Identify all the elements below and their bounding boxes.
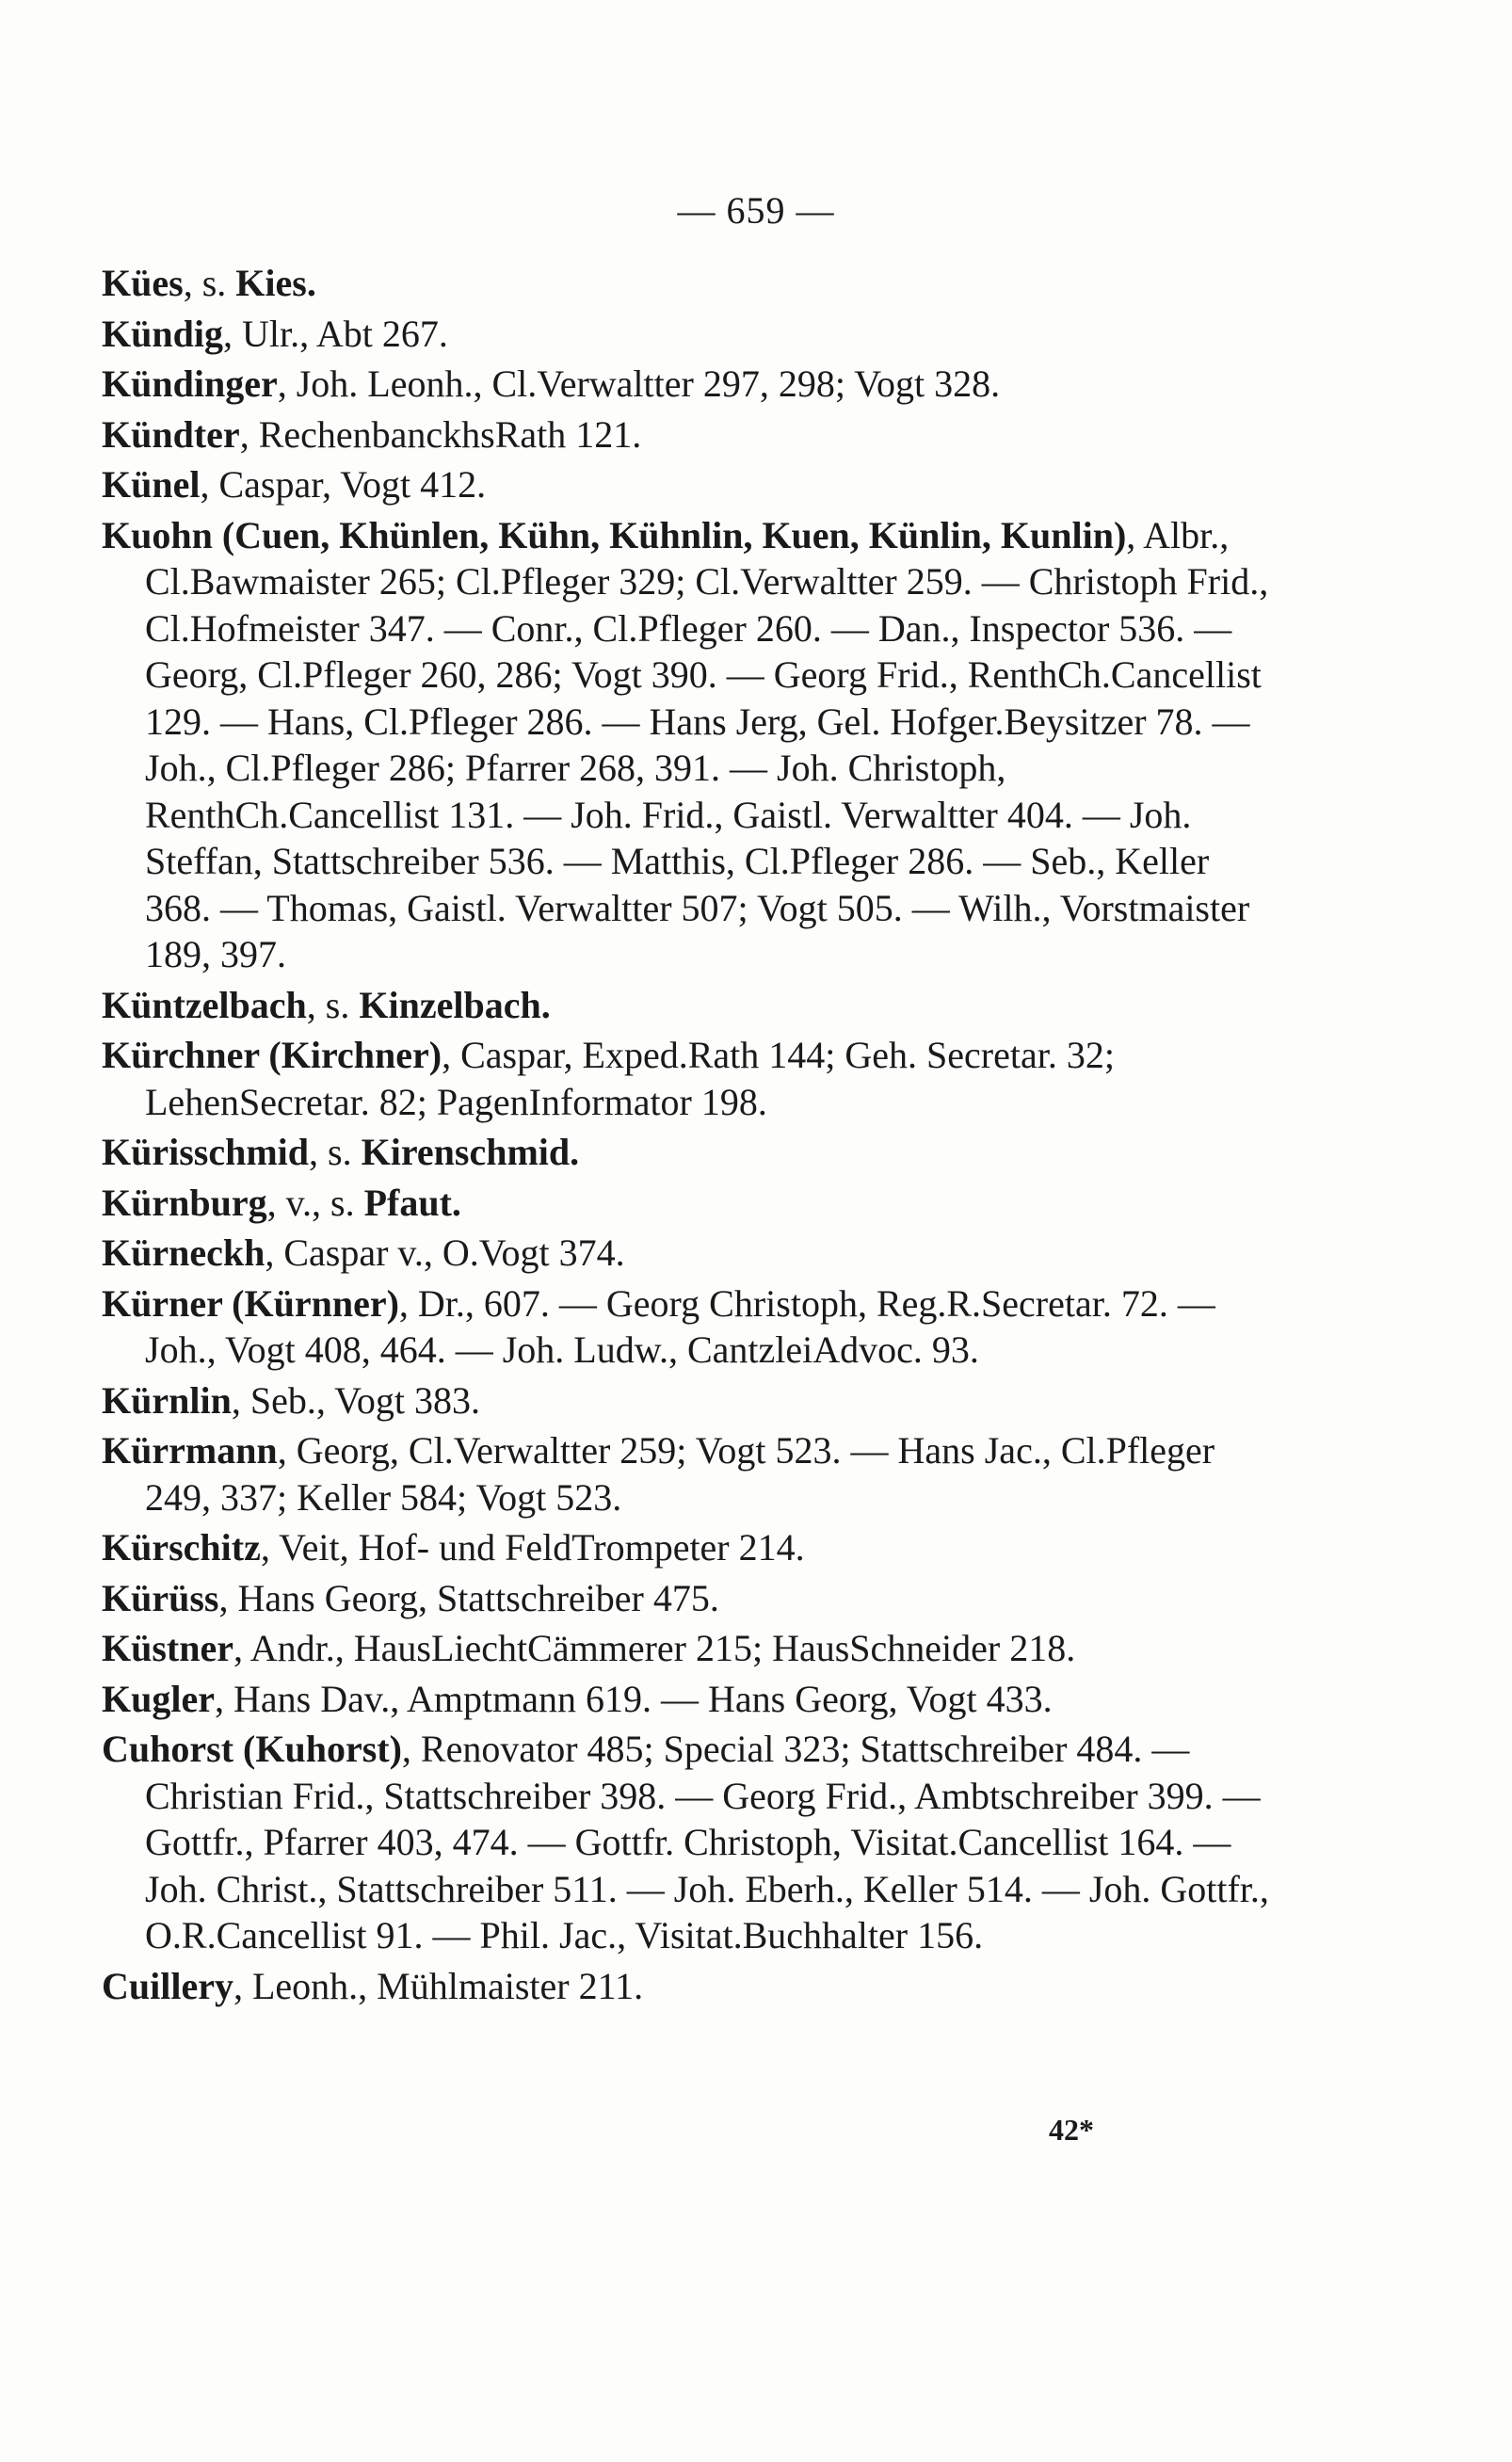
entry-text: , Caspar v., O.Vogt 374. [265,1231,625,1274]
index-entry [102,1963,1279,2010]
entry-headword: Kürrmann [102,1429,278,1472]
index-entry [102,411,1279,459]
page-number-header: — 659 — [677,189,835,232]
entry-text: , Ulr., Abt 267. [222,312,448,355]
entry-headword: Cuhorst (Kuhorst) [102,1728,402,1770]
index-entry [102,1676,1279,1723]
entry-headword: Kürnburg [102,1181,267,1224]
index-entry [102,1625,1279,1672]
entry-text: , v., s. [266,1181,364,1224]
index-entry [102,1377,1279,1424]
entry-text: , s. [306,983,360,1026]
index-entry [102,1280,1279,1374]
index-entry [102,1230,1279,1277]
entry-headword: Kugler [102,1677,215,1720]
entry-cross-reference: Kinzelbach. [359,983,551,1026]
index-entry [102,260,1279,307]
entry-text: , Leonh., Mühlmaister 211. [233,1964,644,2007]
entry-headword: Kürchner (Kirchner) [102,1034,442,1076]
index-entry [102,512,1279,978]
index-entry [102,1524,1279,1571]
index-entry [102,1575,1279,1622]
entry-headword: Kuohn (Cuen, Khünlen, Kühn, Kühnlin, Kuen, Künlin, Kunlin) [102,513,1127,556]
entry-cross-reference: Kirenschmid. [361,1131,580,1173]
entry-text: , Seb., Vogt 383. [231,1378,480,1422]
signature-mark: 42* [1049,2113,1094,2147]
entry-headword: Kürnlin [102,1378,232,1422]
entry-text: , Georg, Cl.Verwaltter 259; Vogt 523. — Hans Jac., Cl.Pfleger 249, 337; Keller 584; Vogt 523. [145,1429,1215,1519]
index-entry [102,1427,1279,1521]
entry-text: , RechenbanckhsRath 121. [239,412,642,456]
index-entry [102,1032,1279,1125]
register-index [102,260,1279,2009]
entry-text: , Joh. Leonh., Cl.Verwaltter 297, 298; Vogt 328. [277,362,1001,405]
index-entry [102,461,1279,508]
entry-headword: Küntzelbach [102,983,307,1026]
index-entry [102,1180,1279,1227]
entry-text: , Veit, Hof- und FeldTrompeter 214. [260,1526,805,1569]
entry-text: , Hans Dav., Amptmann 619. — Hans Georg, Vogt 433. [214,1677,1053,1720]
entry-text: , Dr., 607. — Georg Christoph, Reg.R.Secretar. 72. — Joh., Vogt 408, 464. — Joh. Ludw., CantzleiAdvoc. 93. [145,1281,1215,1371]
entry-cross-reference: Pfaut. [363,1181,461,1224]
entry-headword: Kündig [102,312,223,355]
entry-headword: Kües [102,262,184,304]
entry-headword: Kürisschmid [102,1131,310,1173]
index-entry [102,1129,1279,1176]
entry-headword: Küstner [102,1627,233,1669]
entry-headword: Kündinger [102,362,278,405]
entry-text: , Caspar, Exped.Rath 144; Geh. Secretar. 32; LehenSecretar. 82; PagenInformator 198. [145,1034,1115,1123]
index-entry [102,361,1279,408]
entry-headword: Cuillery [102,1964,233,2007]
entry-text: , Renovator 485; Special 323; Stattschreiber 484. — Christian Frid., Stattschreiber 398. — Georg Frid., Ambtschreiber 399. — Gottfr., Pfarrer 403, 474. — Gottfr. Christoph, Visitat.Cancellist 164. — Joh. Christ., Stattschreiber 511. — Joh. Eberh., Keller 514. — Joh. Gottfr., O.R.Cancellist 91. — Phil. Jac., Visitat.Buchhalter 156. [145,1728,1269,1956]
entry-headword: Künel [102,463,201,506]
entry-headword: Kürschitz [102,1526,261,1569]
entry-headword: Kürner (Kürnner) [102,1281,399,1325]
index-entry [102,982,1279,1029]
entry-text: , Albr., Cl.Bawmaister 265; Cl.Pfleger 329; Cl.Verwaltter 259. — Christoph Frid., Cl.Hofmeister 347. — Conr., Cl.Pfleger 260. — Dan., Inspector 536. — Georg, Cl.Pfleger 260, 286; Vogt 390. — Georg Frid., RenthCh.Cancellist 129. — Hans, Cl.Pfleger 286. — Hans Jerg, Gel. Hofger.Beysitzer 78. — Joh., Cl.Pfleger 286; Pfarrer 268, 391. — Joh. Christoph, RenthCh.Cancellist 131. — Joh. Frid., Gaistl. Verwaltter 404. — Joh. Steffan, Stattschreiber 536. — Matthis, Cl.Pfleger 286. — Seb., Keller 368. — Thomas, Gaistl. Verwaltter 507; Vogt 505. — Wilh., Vorstmaister 189, 397. [145,513,1269,975]
entry-text: , s. [183,262,236,304]
entry-headword: Kürüss [102,1576,219,1619]
entry-text: , s. [309,1131,362,1173]
entry-text: , Andr., HausLiechtCämmerer 215; HausSchneider 218. [233,1627,1076,1669]
entry-text: , Caspar, Vogt 412. [200,463,487,506]
entry-text: , Hans Georg, Stattschreiber 475. [218,1576,719,1619]
index-entry [102,311,1279,358]
index-entry [102,1726,1279,1959]
entry-headword: Kündter [102,412,240,456]
entry-headword: Kürneckh [102,1231,265,1274]
entry-cross-reference: Kies. [235,262,316,304]
